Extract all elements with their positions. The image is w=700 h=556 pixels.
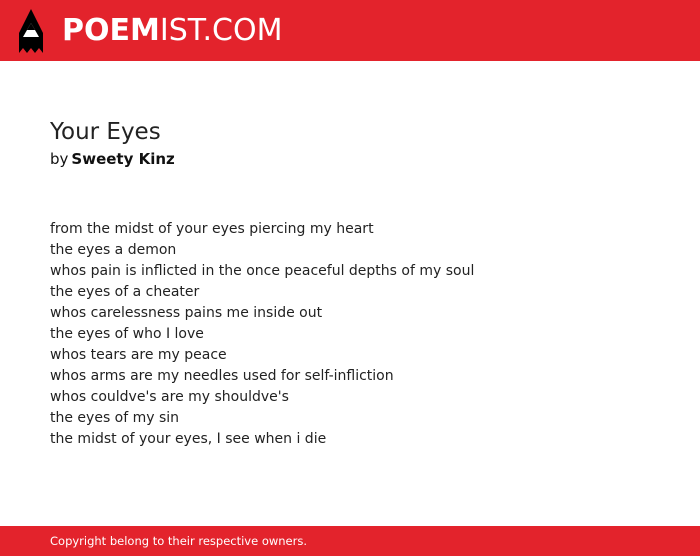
site-footer [0, 526, 700, 556]
poem-line: whos couldve's are my shouldve's [50, 389, 289, 405]
poem-line: the eyes a demon [50, 242, 177, 258]
poem-title: Your Eyes [50, 119, 161, 145]
poem-line: the eyes of my sin [50, 410, 180, 426]
site-header [0, 0, 700, 61]
poem-line: whos carelessness pains me inside out [50, 305, 323, 321]
by-label: by [50, 150, 69, 168]
poem-line: the midst of your eyes, I see when i die [50, 431, 327, 447]
copyright-text: Copyright belong to their respective owners. [50, 534, 308, 548]
poem-line: the eyes of a cheater [50, 284, 200, 300]
site-logo-text [62, 8, 282, 54]
poem-line: whos arms are my needles used for self-infliction [50, 368, 394, 384]
poem-line: from the midst of your eyes piercing my heart [50, 221, 374, 237]
poem-line: the eyes of who I love [50, 326, 204, 342]
author-link[interactable]: Sweety Kinz [71, 150, 175, 168]
pencil-icon [16, 9, 46, 53]
poem-line: whos pain is inflicted in the once peaceful depths of my soul [50, 263, 475, 279]
logo-bold-text: POEM [62, 13, 160, 48]
logo-light-text: IST.COM [159, 13, 283, 48]
poem-byline [50, 149, 175, 169]
poem-line: whos tears are my peace [50, 347, 227, 363]
site-logo-link[interactable] [16, 8, 282, 54]
poem-body [50, 219, 474, 450]
